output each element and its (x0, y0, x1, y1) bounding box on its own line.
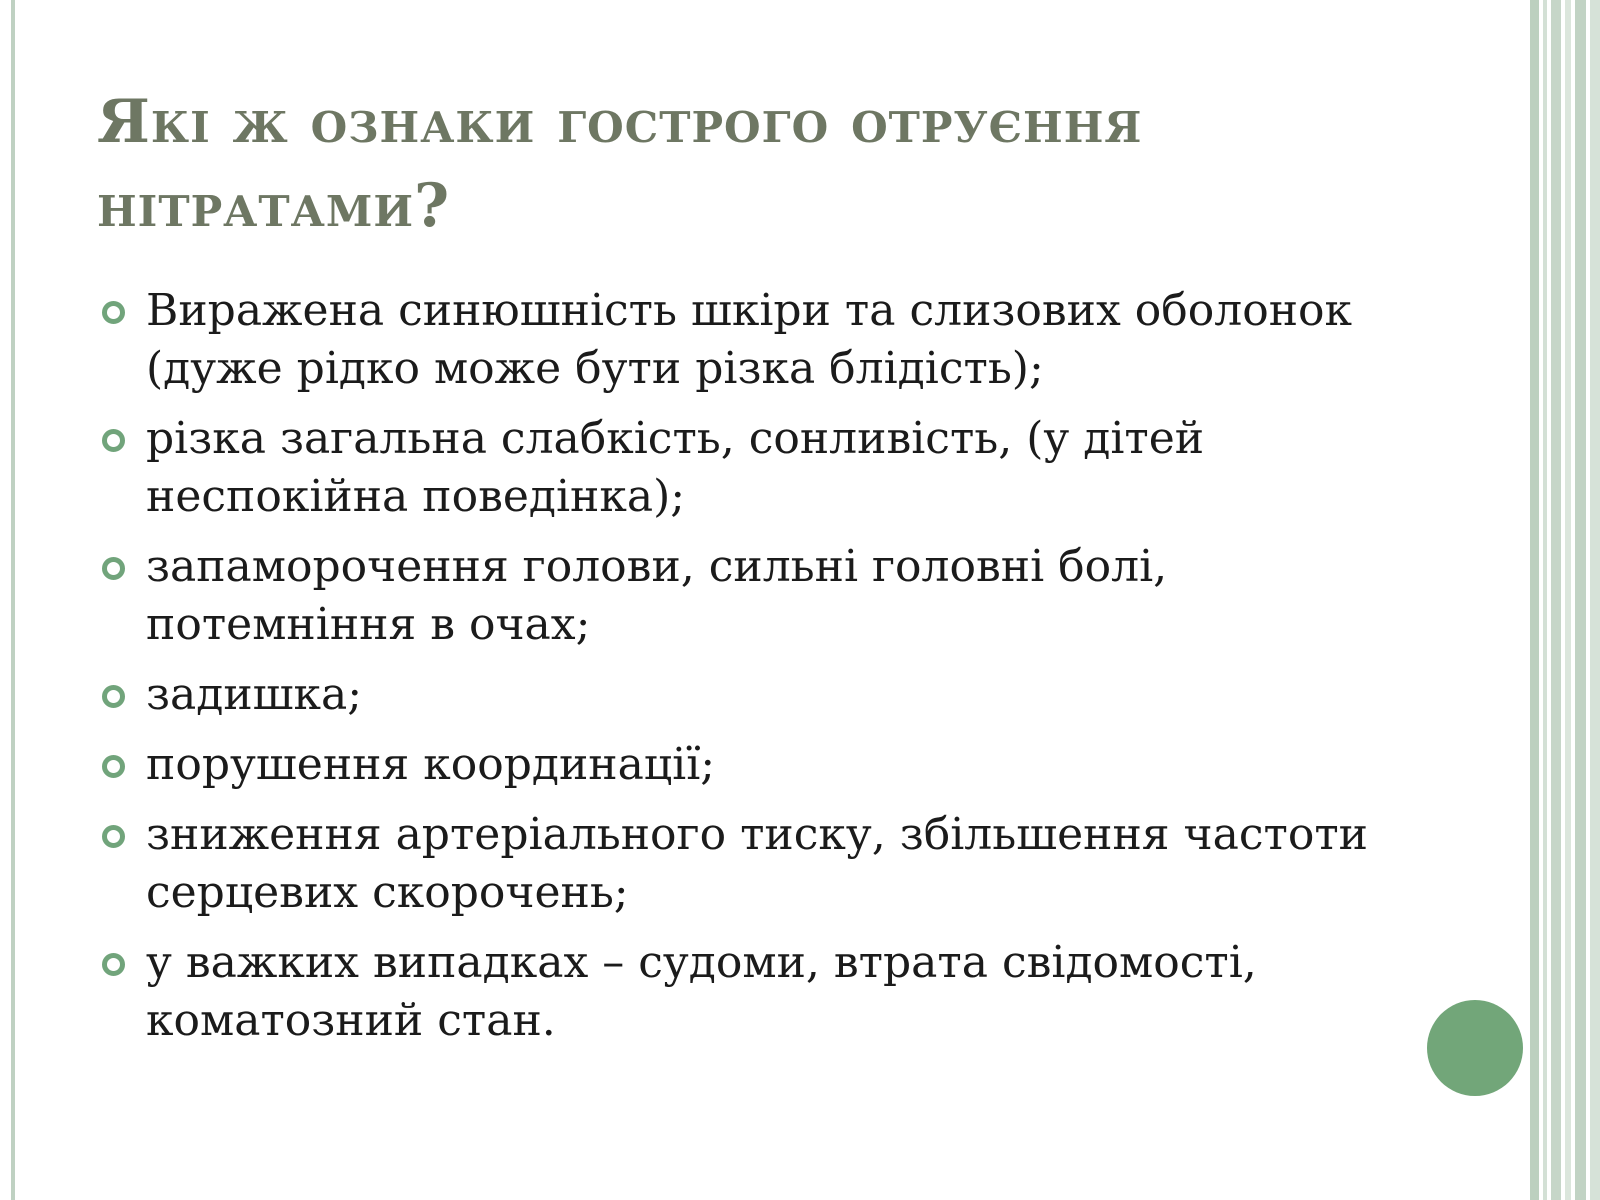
green-circle-decoration (1427, 1000, 1523, 1096)
bullet-item (100, 736, 1420, 794)
ring-bullet-icon (102, 825, 125, 848)
bullet-item (100, 806, 1420, 922)
right-stripe (1565, 0, 1571, 1200)
ring-bullet-icon (102, 685, 125, 708)
ring-bullet-icon (102, 429, 125, 452)
right-stripe (1575, 0, 1586, 1200)
bullet-text: різка загальна слабкість, сонливість, (у дітей неспокійна поведінка); (146, 413, 1205, 522)
bullet-list (100, 282, 1420, 1062)
slide-title: Які ж ознаки гострого отруєння нітратами? (97, 87, 1143, 241)
ring-bullet-icon (102, 755, 125, 778)
bullet-text: Виражена синюшність шкіри та слизових оболонок (дуже рідко може бути різка блідість); (146, 285, 1353, 394)
ring-bullet-icon (102, 953, 125, 976)
right-stripe (1590, 0, 1600, 1200)
bullet-item (100, 934, 1420, 1050)
right-stripe (1543, 0, 1547, 1200)
bullet-text: зниження артеріального тиску, збільшення частоти серцевих скорочень; (146, 809, 1369, 918)
ring-bullet-icon (102, 557, 125, 580)
bullet-text: запаморочення голови, сильні головні болі, потемніння в очах; (146, 541, 1168, 650)
bullet-text: задишка; (146, 669, 363, 720)
ring-bullet-icon (102, 301, 125, 324)
bullet-item (100, 410, 1420, 526)
bullet-item (100, 538, 1420, 654)
bullet-text: порушення координації; (146, 739, 716, 790)
bullet-text: у важких випадках – судоми, втрата свідомості, коматозний стан. (146, 937, 1257, 1046)
left-border-line (11, 0, 15, 1200)
right-stripe (1551, 0, 1561, 1200)
bullet-item (100, 282, 1420, 398)
right-stripe (1530, 0, 1539, 1200)
bullet-item (100, 666, 1420, 724)
